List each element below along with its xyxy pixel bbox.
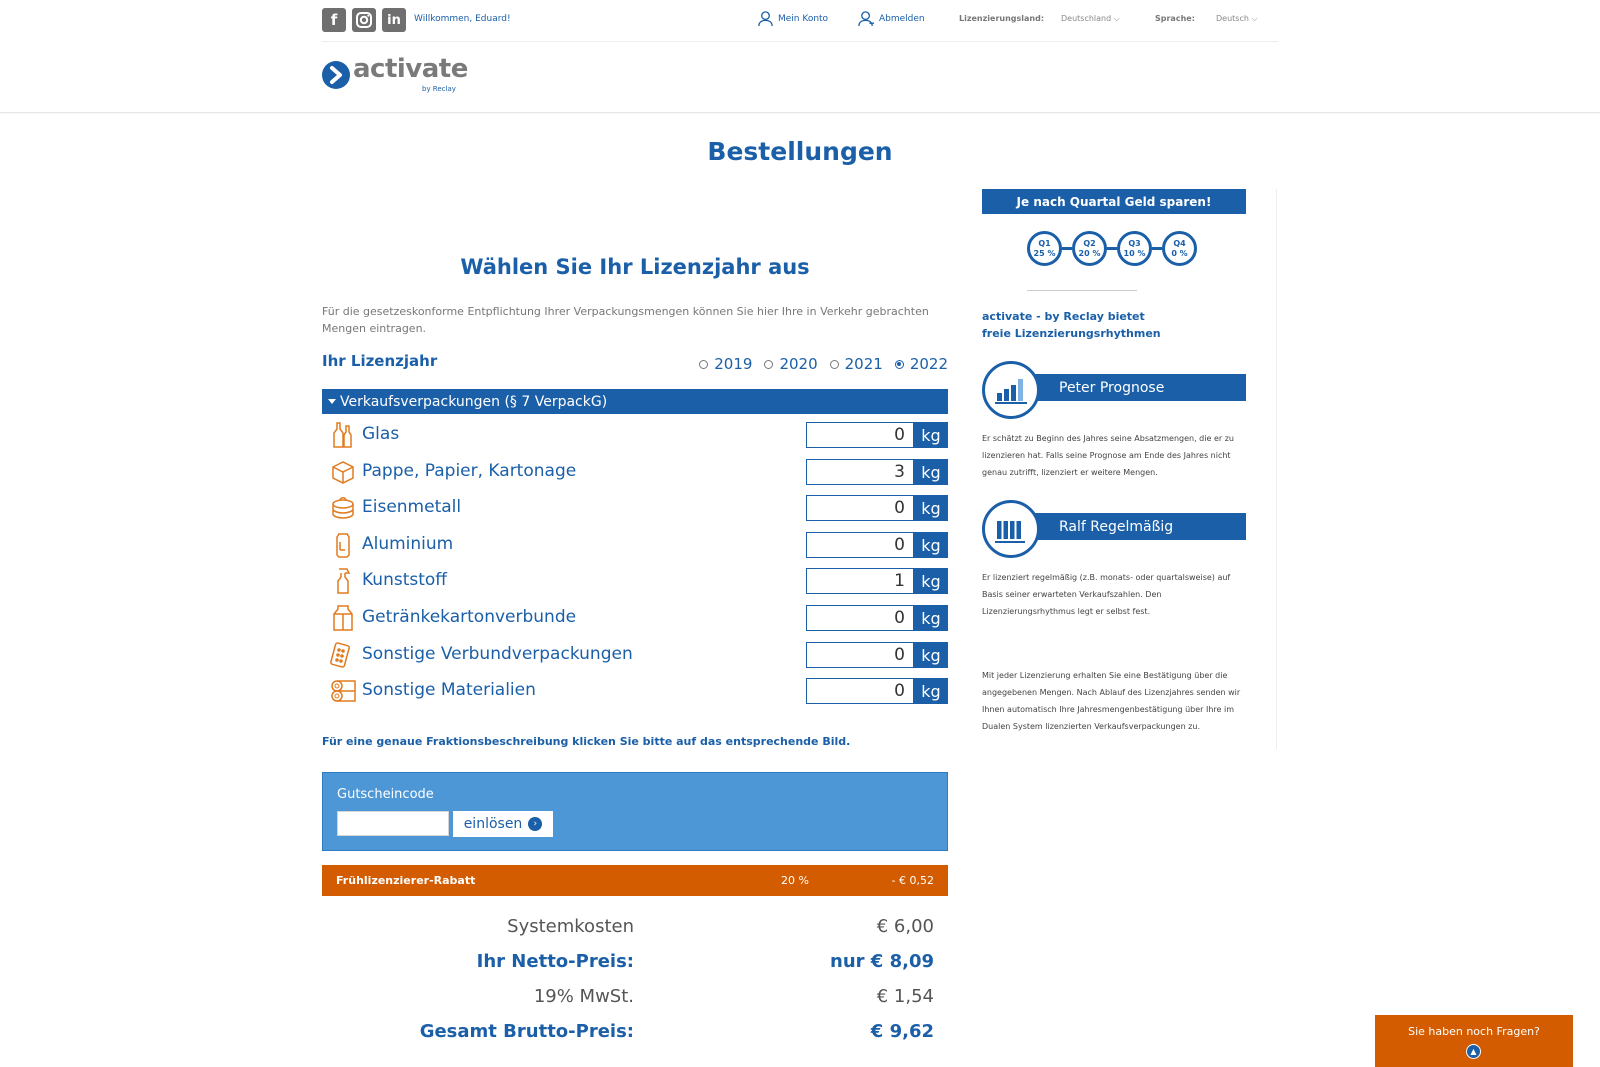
radio-button[interactable]: [764, 360, 773, 369]
box-icon[interactable]: [330, 458, 356, 486]
confirmation-note: Mit jeder Lizenzierung erhalten Sie eine Bestätigung über die angegebenen Mengen. Nach Ablauf des Lizenzjahres senden wir Ihnen automatisch Ihre Jahresmengenbestätigung über Ihre im Dualen System lizenzierten Verkaufsverpackungen zu.: [982, 671, 1241, 731]
order-form: [322, 255, 948, 1042]
discount-amount: - € 0,52: [891, 874, 934, 887]
material-name: Kunststoff: [362, 570, 448, 590]
quarter-badge-q4: [1162, 231, 1197, 266]
persona-title: Peter Prognose: [1022, 374, 1246, 401]
tin-can-icon[interactable]: [330, 494, 356, 522]
unit-label: kg: [914, 422, 948, 448]
drink-carton-icon[interactable]: [330, 604, 356, 632]
sidebar-divider: [1276, 189, 1277, 749]
material-name: Glas: [362, 424, 400, 444]
logo-subtitle: by Reclay: [422, 85, 456, 93]
language-label: Sprache:: [1155, 14, 1195, 23]
logo-arrow-icon: [322, 61, 350, 89]
voucher-code-input[interactable]: [337, 811, 449, 836]
logout-link[interactable]: [858, 10, 925, 27]
quarter-connector: [1107, 247, 1117, 250]
aluminium-can-icon[interactable]: [330, 531, 356, 559]
unit-label: kg: [914, 532, 948, 558]
vat-row: [322, 986, 948, 1014]
quarter-badge-q3: [1117, 231, 1152, 266]
chevron-down-icon: ⌵: [1251, 14, 1258, 23]
linkedin-icon[interactable]: in: [382, 8, 406, 32]
quantity-input-sonstige[interactable]: 0: [806, 678, 914, 704]
discount-row: [322, 865, 948, 896]
fraction-hint: Für eine genaue Fraktionsbeschreibung klicken Sie bitte auf das entsprechende Bild.: [322, 735, 851, 748]
logout-label: Abmelden: [879, 13, 925, 24]
vat-label: 19% MwSt.: [533, 986, 634, 1007]
section-title: Verkaufsverpackungen (§ 7 VerpackG): [340, 393, 608, 410]
chevron-up-icon[interactable]: ▲: [1466, 1044, 1481, 1059]
language-select[interactable]: [1216, 14, 1258, 24]
year-radio-group: [699, 355, 948, 373]
material-row-sonstige: [322, 677, 948, 705]
net-price-value: nur € 8,09: [830, 951, 934, 972]
material-name: Pappe, Papier, Kartonage: [362, 461, 577, 481]
page-title: Bestellungen: [707, 137, 893, 166]
discount-name: Frühlizenzierer-Rabatt: [336, 874, 476, 887]
material-name: Eisenmetall: [362, 497, 462, 517]
quantity-input-kunststoff[interactable]: 1: [806, 568, 914, 594]
quarter-connector: [1062, 247, 1072, 250]
redeem-button[interactable]: [453, 811, 553, 837]
year-label: 2022: [909, 355, 948, 373]
instagram-icon[interactable]: [352, 8, 376, 32]
sidebar: [982, 189, 1246, 731]
quantity-input-pappe[interactable]: 3: [806, 459, 914, 485]
quarter-percent: 25 %: [1033, 248, 1056, 258]
persona-peter-text: Er schätzt zu Beginn des Jahres seine Absatzmengen, die er zu lizenzieren hat. Falls seine Prognose am Ende des Jahres nicht genau zutrifft, lizenziert er weitere Mengen.: [982, 434, 1234, 477]
material-row-glas: [322, 421, 948, 449]
unit-label: kg: [914, 678, 948, 704]
bar-chart-icon: [982, 361, 1040, 419]
material-row-kunststoff: [322, 567, 948, 595]
quarter-badge-q2: [1072, 231, 1107, 266]
redeem-label: einlösen: [463, 816, 523, 832]
material-name: Sonstige Verbundverpackungen: [362, 644, 633, 664]
vat-value: € 1,54: [876, 986, 934, 1007]
arrow-right-icon: ›: [528, 817, 542, 831]
voucher-box: [322, 772, 948, 851]
unit-label: kg: [914, 495, 948, 521]
radio-button[interactable]: [699, 360, 708, 369]
material-name: Getränkekartonverbunde: [362, 607, 577, 627]
quarter-connector: [1152, 247, 1162, 250]
section-header-verkaufsverpackungen[interactable]: [322, 389, 948, 414]
year-label: 2021: [844, 355, 883, 373]
my-account-link[interactable]: [757, 10, 828, 27]
material-row-aluminium: [322, 531, 948, 559]
tagline-line-1: activate - by Reclay bietet: [982, 310, 1145, 323]
material-row-pappe: [322, 458, 948, 486]
site-header: [0, 0, 1600, 113]
material-row-getraenkekarton: [322, 604, 948, 632]
quantity-input-aluminium[interactable]: 0: [806, 532, 914, 558]
sidebar-divider-line: [1027, 290, 1137, 291]
quarter-savings-banner: Je nach Quartal Geld sparen!: [982, 189, 1246, 214]
country-label: Lizenzierungsland:: [959, 14, 1045, 23]
system-cost-row: [322, 916, 948, 944]
year-option-2021[interactable]: [830, 355, 883, 373]
material-name: Aluminium: [362, 534, 454, 554]
unit-label: kg: [914, 642, 948, 668]
year-option-2020[interactable]: [764, 355, 817, 373]
license-year-label: Ihr Lizenzjahr: [322, 352, 438, 370]
intro-text: Für die gesetzeskonforme Entpflichtung Ihrer Verpackungsmengen können Sie hier Ihre in Verkehr gebrachten Mengen eintragen.: [322, 305, 929, 335]
license-year-heading: Wählen Sie Ihr Lizenzjahr aus: [460, 255, 810, 279]
logo-text: activate: [353, 54, 468, 84]
bottles-icon[interactable]: [330, 421, 356, 449]
year-option-2022[interactable]: [895, 355, 948, 373]
persona-peter: [982, 361, 1246, 421]
caret-down-icon: [328, 399, 336, 404]
utility-bar: [322, 0, 1278, 42]
quarter-badge-q1: [1027, 231, 1062, 266]
year-label: 2020: [779, 355, 818, 373]
tagline-line-2: freie Lizenzierungsrhythmen: [982, 327, 1161, 340]
language-value: Deutsch: [1216, 14, 1249, 23]
country-value: Deutschland: [1061, 14, 1112, 23]
help-widget[interactable]: [1375, 1015, 1573, 1067]
persona-ralf: [982, 500, 1246, 560]
quarter-discounts: [1027, 231, 1197, 266]
quarter-name: Q3: [1128, 238, 1141, 248]
net-price-row: [322, 951, 948, 979]
my-account-label: Mein Konto: [778, 13, 829, 24]
net-price-label: Ihr Netto-Preis:: [476, 951, 634, 972]
help-label: Sie haben noch Fragen?: [1408, 1025, 1540, 1038]
persona-ralf-text: Er lizenziert regelmäßig (z.B. monats- oder quartalsweise) auf Basis seiner erwarteten Verkaufszahlen. Den Lizenzierungsrhythmus legt er selbst fest.: [982, 573, 1231, 616]
wood-logs-icon[interactable]: [330, 677, 360, 705]
blister-pack-icon[interactable]: [330, 641, 356, 669]
spray-bottle-icon[interactable]: [330, 567, 356, 595]
regular-bars-icon: [982, 500, 1040, 558]
country-select[interactable]: [1061, 14, 1120, 24]
quarter-percent: 10 %: [1123, 248, 1146, 258]
chevron-down-icon: ⌵: [1113, 14, 1120, 23]
material-name: Sonstige Materialien: [362, 680, 536, 700]
quarter-name: Q4: [1173, 238, 1186, 248]
system-cost-label: Systemkosten: [507, 916, 634, 937]
welcome-text: Willkommen, Eduard!: [414, 14, 511, 24]
radio-button-selected[interactable]: [895, 360, 904, 369]
year-option-2019[interactable]: [699, 355, 752, 373]
quantity-input-eisenmetall[interactable]: 0: [806, 495, 914, 521]
gross-price-row: [322, 1021, 948, 1049]
year-label: 2019: [714, 355, 753, 373]
quarter-name: Q2: [1083, 238, 1096, 248]
quantity-input-glas[interactable]: 0: [806, 422, 914, 448]
unit-label: kg: [914, 568, 948, 594]
facebook-icon[interactable]: f: [322, 8, 346, 32]
quarter-name: Q1: [1038, 238, 1051, 248]
sidebar-tagline: [982, 308, 1161, 342]
unit-label: kg: [914, 605, 948, 631]
quantity-input-getraenkekarton[interactable]: 0: [806, 605, 914, 631]
voucher-title: Gutscheincode: [337, 787, 434, 802]
radio-button[interactable]: [830, 360, 839, 369]
gross-price-value: € 9,62: [870, 1021, 934, 1042]
system-cost-value: € 6,00: [876, 916, 934, 937]
gross-price-label: Gesamt Brutto-Preis:: [419, 1021, 634, 1042]
discount-percent: 20 %: [781, 874, 809, 887]
quarter-percent: 0 %: [1171, 248, 1188, 258]
material-row-verbund: [322, 641, 948, 669]
quarter-percent: 20 %: [1078, 248, 1101, 258]
persona-title: Ralf Regelmäßig: [1022, 513, 1246, 540]
user-logout-icon: [858, 10, 875, 27]
user-icon: [757, 10, 774, 27]
material-row-eisenmetall: [322, 494, 948, 522]
unit-label: kg: [914, 459, 948, 485]
quantity-input-verbund[interactable]: 0: [806, 642, 914, 668]
